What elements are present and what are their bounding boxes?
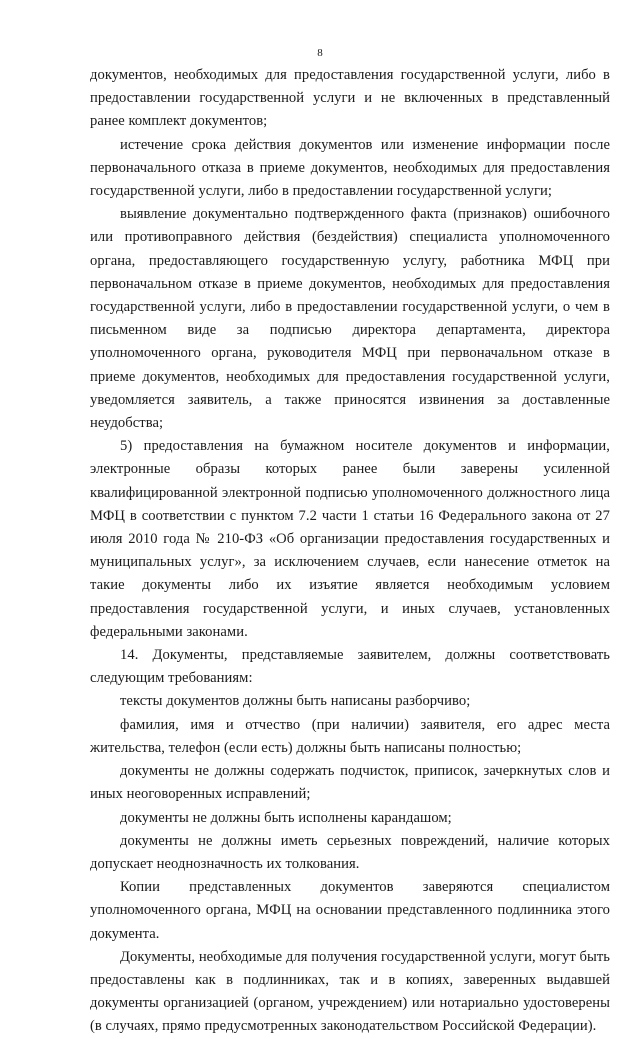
requirement-no-damage: документы не должны иметь серьезных повреждений, наличие которых допускает неоднозначность их толкования. [90, 832, 610, 872]
paragraph-continuation: документов, необходимых для предоставления государственной услуги, либо в предоставлении государственной услуги и не включенных в представленный ранее комплект документов; [90, 67, 610, 130]
requirement-full-name: фамилия, имя и отчество (при наличии) заявителя, его адрес места жительства, телефон (если есть) должны быть написаны полностью; [90, 716, 610, 756]
paragraph-item-5: 5) предоставления на бумажном носителе документов и информации, электронные образы которых ранее были заверены усиленной квалифицированной электронной подписью уполномоченного должностного лица МФЦ в соответствии с пунктом 7.2 части 1 статьи 16 Федерального закона от 27 июля 2010 года № 210-ФЗ «Об организации предоставления государственных и муниципальных услуг», за исключением случаев, если нанесение отметок на такие документы либо их изъятие является необходимым условием предоставления государственной услуги, и иных случаев, установленных федеральными законами. [90, 438, 610, 640]
requirement-no-pencil: документы не должны быть исполнены карандашом; [120, 809, 452, 826]
paragraph-originals-or-copies: Документы, необходимые для получения государственной услуги, могут быть предоставлены как в подлинниках, так и в копиях, заверенных выдавшей документы организацией (органом, учреждением) или нотариально удостоверены (в случаях, прямо предусмотренных законодательством Российской Федерации). [90, 948, 610, 1035]
paragraph-copies-certified: Копии представленных документов заверяются специалистом уполномоченного органа, МФЦ на основании представленного подлинника этого документа. [90, 879, 610, 942]
document-body [90, 64, 610, 1039]
requirement-legible: тексты документов должны быть написаны разборчиво; [120, 693, 471, 710]
paragraph-expiry-condition: истечение срока действия документов или изменение информации после первоначального отказа в приеме документов, необходимых для предоставления государственной услуги, либо в предоставлении государственной услуги; [90, 136, 610, 200]
paragraph-section-14: 14. Документы, представляемые заявителем, должны соответствовать следующим требованиям: [90, 647, 610, 687]
paragraph-error-detection: выявление документально подтвержденного факта (признаков) ошибочного или противоправного действия (бездействия) специалиста уполномоченного органа, предоставляющего государственную услугу, работника МФЦ при первоначальном отказе в приеме документов, необходимых для предоставления государственной услуги, либо в предоставлении государственной услуги, о чем в письменном виде за подписью директора департамента, директора уполномоченного органа, руководителя МФЦ при первоначальном отказе в приеме документов, необходимых для предоставления государственной услуги, уведомляется заявитель, а также приносятся извинения за доставленные неудобства; [90, 206, 610, 432]
page-number: 8 [317, 47, 323, 59]
requirement-no-corrections: документы не должны содержать подчисток, приписок, зачеркнутых слов и иных неоговоренных исправлений; [90, 763, 610, 803]
